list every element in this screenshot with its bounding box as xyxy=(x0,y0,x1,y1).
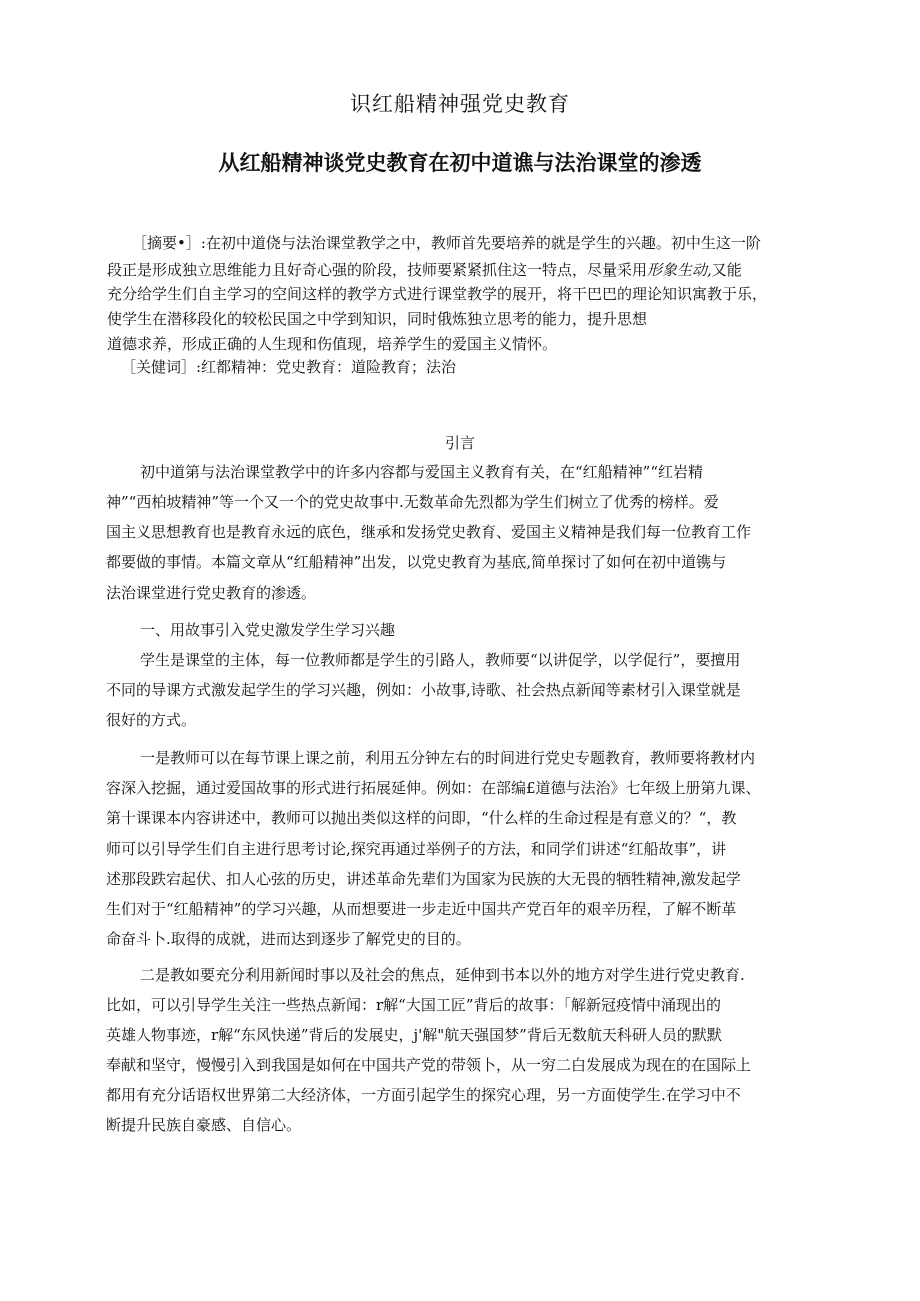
section-heading: 一、用故事引入党史激发学生学习兴趣 xyxy=(140,621,396,639)
abstract-text: 段正是形成独立思维能力且好奇心强的阶段，技师要紧紧抓住这一特点，尽量采用 xyxy=(107,261,648,279)
paragraph-line: 师可以引导学生们自主进行思考讨论,探究再通过举例子的方法，和同学们讲述“红船故事”，讲 xyxy=(106,840,727,858)
keywords-line: ［关健词］:红都精神：党史教育：道险教育；法治 xyxy=(121,358,457,376)
paragraph-line: 英雄人物事迹，r解“东风快递”背后的发展史，j'解"航天强国梦”背后无数航天科研人员的默默 xyxy=(106,1026,722,1044)
section-heading: 引言 xyxy=(444,434,475,452)
paragraph-line: 神”“西柏坡精神”等一个又一个的党史故事中.无数革命先烈都为学生们树立了优秀的榜样。爱 xyxy=(106,493,719,511)
abstract-text: 又能 xyxy=(711,261,742,279)
paragraph-line: 国主义思想教育也是教育永远的底色，继承和发扬党史教育、爱国主义精神是我们每一位教育工作 xyxy=(106,523,752,541)
paragraph-line: 命奋斗卜.取得的成就，进而达到逐步了解党史的目的。 xyxy=(106,930,471,948)
paragraph-line: 生们对于“红船精神”的学习兴趣，从而想要进一步走近中国共产党百年的艰辛历程，了解不断革 xyxy=(106,900,737,918)
document-title: 识红船精神强党史教育 xyxy=(350,92,570,116)
paragraph-line: 都用有充分话语权世界第二大经济体，一方面引起学生的探究心理，另一方面使学生.在学习中不 xyxy=(106,1086,741,1104)
paragraph-line: 都要做的事情。本篇文章从“红船精神”出发，以党史教育为基底,简单探讨了如何在初中道镌与 xyxy=(106,553,727,571)
paragraph-line: 断提升民族自豪感、自信心。 xyxy=(106,1116,302,1134)
paragraph-line: 很好的方式。 xyxy=(106,711,197,729)
abstract-line: 充分给学生们自主学习的空间这样的教学方式进行课堂教学的展开，将干巴巴的理论知识寓教于乐， xyxy=(107,285,768,303)
paragraph-line: 奉献和坚守，慢慢引入到我国是如何在中国共产党的带领卜，从一穷二白发展成为现在的在国际上 xyxy=(106,1056,752,1074)
paragraph-line: 容深入挖掘，通过爱国故事的形式进行拓展延伸。例如：在部编£道德与法治》七年级上册第九课、 xyxy=(106,779,761,797)
paragraph-line: 第十课课本内容讲述中，教师可以抛出类似这样的问即，“什么样的生命过程是有意义的？“，教 xyxy=(106,809,737,827)
paragraph-line: 述那段跌宕起伏、扣人心弦的历史，讲述革命先辈们为国家为民族的大无畏的牺牲精神,激发起学 xyxy=(106,870,741,888)
paragraph-line: 二是教如要充分利用新闻时事以及社会的焦点，延伸到书本以外的地方对学生进行党史教育. xyxy=(140,966,745,984)
paragraph-line: 一是教师可以在每节课上课之前，利用五分钟左右的时间进行党史专题教育，教师要将教材内 xyxy=(140,749,756,767)
abstract-line: 道德求养，形成正确的人生现和伤值现，培养学生的爱国主义情怀。 xyxy=(107,335,558,353)
paragraph-line: 学生是课堂的主体，每一位教师都是学生的引路人，教师要“以讲促学，以学促行”，要擅用 xyxy=(140,651,741,669)
paragraph-line: 初中道第与法治课堂教学中的许多内容都与爱国主义教育有关，在“红船精神”“红岩精 xyxy=(140,463,704,481)
document-subtitle: 从红船精神谈党史教育在初中道谯与法治课堂的渗透 xyxy=(218,151,702,175)
abstract-line: 使学生在潜移段化的较松民国之中学到知识，同时俄炼独立思考的能力，提升思想 xyxy=(107,310,648,328)
paragraph-line: 法治课堂进行党史教育的渗透。 xyxy=(106,584,317,602)
paragraph-line: 比如，可以引导学生关注一些热点新闻：r解“大国工匠”背后的故事：「解新冠疫情中涌现出的 xyxy=(106,996,722,1014)
paragraph-line: 不同的导课方式激发起学生的学习兴趣，例如：小故事,诗歌、社会热点新闻等素材引入课堂就是 xyxy=(106,681,741,699)
abstract-line: ［摘要•］:在初中道侥与法治课堂教学之中，教师首先要培养的就是学生的兴趣。初中生这一阶 xyxy=(132,234,761,252)
abstract-italic-text: 形象生动, xyxy=(647,261,712,279)
abstract-line xyxy=(107,260,742,280)
